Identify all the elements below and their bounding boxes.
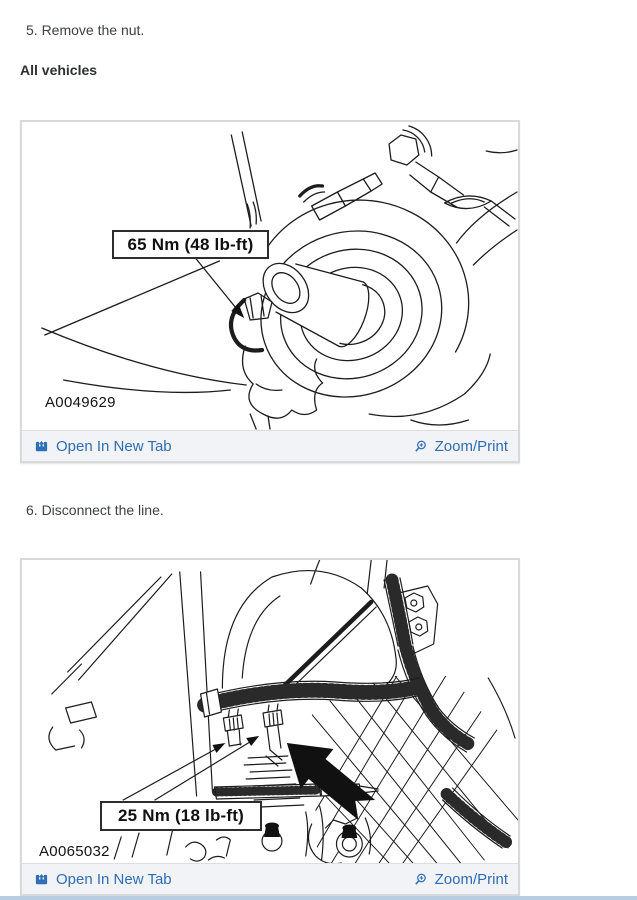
zoom-print-label: Zoom/Print (434, 870, 508, 888)
zoom-plus-icon (413, 872, 428, 887)
open-in-new-tab-label: Open In New Tab (56, 437, 172, 455)
step-5-text: 5. Remove the nut. (26, 22, 145, 38)
bottom-edge-strip (0, 896, 637, 900)
section-heading-all-vehicles: All vehicles (20, 62, 98, 78)
zoom-plus-icon (413, 439, 428, 454)
figure-1-footer (22, 430, 518, 461)
open-in-new-tab-icon (34, 872, 49, 887)
torque-callout: 25 Nm (18 lb-ft) (100, 801, 262, 831)
figure-2-drawing (22, 560, 518, 863)
open-in-new-tab-icon (34, 439, 49, 454)
zoom-print-link[interactable] (413, 439, 508, 454)
zoom-print-label: Zoom/Print (434, 437, 508, 455)
figure-2-image (22, 560, 518, 863)
figure-1-drawing (22, 122, 518, 430)
zoom-print-link[interactable] (413, 872, 508, 887)
figure-1-image (22, 122, 518, 430)
image-code: A0049629 (45, 394, 116, 411)
figure-2-footer (22, 863, 518, 894)
open-in-new-tab-link[interactable] (34, 439, 172, 454)
figure-1-card (20, 120, 520, 463)
torque-callout: 65 Nm (48 lb-ft) (112, 230, 269, 259)
step-6-text: 6. Disconnect the line. (26, 502, 164, 518)
figure-2-card (20, 558, 520, 896)
open-in-new-tab-label: Open In New Tab (56, 870, 172, 888)
open-in-new-tab-link[interactable] (34, 872, 172, 887)
image-code: A0065032 (39, 843, 110, 860)
